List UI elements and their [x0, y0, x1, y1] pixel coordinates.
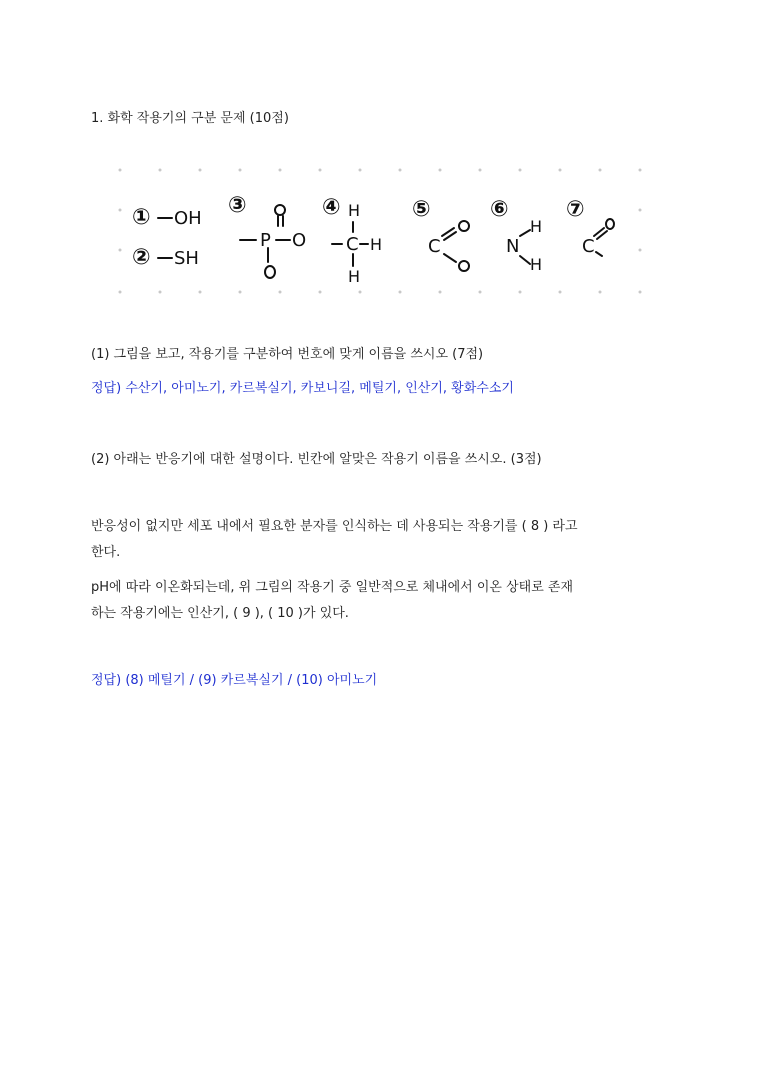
methyl-h-top: H — [348, 201, 361, 220]
part2-para1-line2: 한다. — [91, 545, 121, 560]
label-4: ④ — [322, 195, 341, 220]
part1-prompt: (1) 그림을 보고, 작용기를 구분하여 번호에 맞게 이름을 쓰시오 (7점) — [91, 347, 484, 362]
part1-answer: 정답) 수산기, 아미노기, 카르복실기, 카보니길, 메틸기, 인산기, 황화수소기 — [91, 381, 514, 396]
part2-para2-line2: 하는 작용기에는 인산기, ( 9 ), ( 10 )가 있다. — [91, 606, 349, 621]
label-6: ⑥ — [490, 197, 509, 222]
label-2: ② — [132, 245, 151, 270]
part2-prompt: (2) 아래는 반응기에 대한 설명이다. 빈칸에 알맞은 작용기 이름을 쓰시오. (3점) — [91, 452, 542, 467]
phosphate-o-right: O — [292, 230, 307, 251]
part2-para2-line1: pH에 따라 이온화되는데, 위 그림의 작용기 중 일반적으로 체내에서 이온 상태로 존재 — [91, 580, 574, 595]
label-1: ① — [132, 205, 151, 230]
functional-groups-drawing — [110, 160, 655, 300]
group-2-text: SH — [174, 248, 199, 269]
label-5: ⑤ — [412, 197, 431, 222]
methyl-h-right: H — [370, 235, 383, 254]
phosphate-p: P — [260, 230, 271, 251]
methyl-c: C — [346, 234, 359, 255]
label-7: ⑦ — [566, 197, 585, 222]
amino-n: N — [506, 236, 520, 257]
part2-answer: 정답) (8) 메틸기 / (9) 카르복실기 / (10) 아미노기 — [91, 673, 378, 688]
methyl-h-bottom: H — [348, 267, 361, 286]
dot-grid — [119, 169, 642, 294]
carboxyl-c: C — [428, 236, 441, 257]
group-1-text: OH — [174, 208, 202, 229]
amino-h-bottom: H — [530, 255, 543, 274]
amino-h-top: H — [530, 217, 543, 236]
label-3: ③ — [228, 193, 247, 218]
carbonyl-c: C — [582, 236, 595, 257]
question-title: 1. 화학 작용기의 구분 문제 (10점) — [91, 111, 289, 126]
part2-para1-line1: 반응성이 없지만 세포 내에서 필요한 분자를 인식하는 데 사용되는 작용기를 ( 8 ) 라고 — [91, 519, 578, 534]
